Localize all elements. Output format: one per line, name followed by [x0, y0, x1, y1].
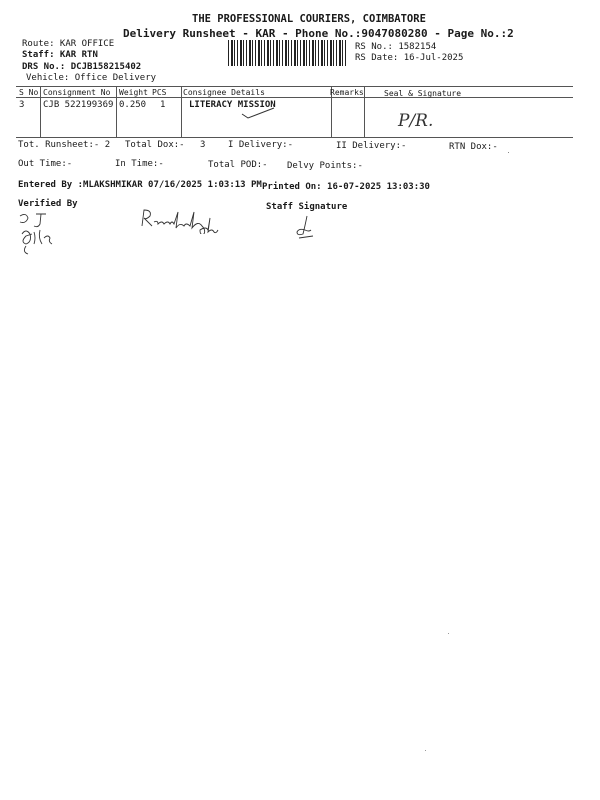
verifier-signature — [16, 210, 56, 256]
verified-by-label: Verified By — [18, 199, 78, 209]
ii-delivery: II Delivery:- — [336, 141, 407, 151]
total-dox-value: 3 — [200, 140, 206, 150]
entered-by: Entered By :MLAKSHMIKAR 07/16/2025 1:03:13 PM — [18, 180, 262, 190]
rs-number: RS No.: 1582154 — [355, 42, 437, 52]
in-time: In Time:- — [115, 159, 164, 169]
staff-label: Staff: KAR RTN — [22, 50, 98, 60]
table-top-border — [16, 86, 573, 87]
column-divider — [181, 86, 182, 137]
company-title: THE PROFESSIONAL COURIERS, COIMBATORE — [192, 13, 426, 25]
header-pcs: PCS — [152, 88, 167, 97]
scan-speck — [448, 633, 449, 634]
drs-number: DRS No.: DCJB158215402 — [22, 62, 142, 72]
cell-sno: 3 — [19, 100, 25, 110]
staff-signature-mark — [293, 214, 317, 242]
rs-date: RS Date: 16-Jul-2025 — [355, 53, 464, 63]
checkmark-icon — [240, 106, 276, 120]
header-consignment: Consignment No — [43, 88, 111, 97]
route-label: Route: KAR OFFICE — [22, 39, 115, 49]
i-delivery: I Delivery:- — [228, 140, 294, 150]
tot-runsheet: Tot. Runsheet:- 2 — [18, 140, 111, 150]
staff-name-signature — [138, 206, 242, 234]
header-seal-signature: Seal & Signature — [384, 89, 462, 98]
cell-consignee: LITERACY MISSION — [189, 100, 276, 110]
barcode-image — [228, 40, 348, 66]
table-header-border — [16, 97, 573, 98]
header-sno: S No — [19, 88, 39, 97]
seal-signature-handwriting: P/R. — [398, 111, 434, 131]
cell-consignment: CJB 522199369 — [43, 100, 114, 110]
total-dox-label: Total Dox:- — [125, 140, 185, 150]
rtn-dox: RTN Dox:- — [449, 142, 498, 152]
column-divider — [40, 86, 41, 137]
scan-speck — [425, 750, 426, 751]
column-divider — [364, 86, 365, 137]
header-remarks: Remarks — [330, 88, 364, 97]
scan-speck — [508, 152, 509, 153]
out-time: Out Time:- — [18, 159, 73, 169]
header-consignee: Consignee Details — [183, 88, 265, 97]
printed-on: Printed On: 16-07-2025 13:03:30 — [262, 182, 430, 192]
cell-weight: 0.250 — [119, 100, 147, 110]
staff-signature-label: Staff Signature — [266, 202, 348, 212]
table-bottom-border — [16, 137, 573, 138]
delvy-points: Delvy Points:- — [287, 161, 363, 171]
cell-pcs: 1 — [160, 100, 166, 110]
vehicle-label: Vehicle: Office Delivery — [26, 73, 157, 83]
header-weight: Weight — [119, 88, 148, 97]
total-pod: Total POD:- — [208, 160, 268, 170]
runsheet-subtitle: Delivery Runsheet - KAR - Phone No.:9047080280 - Page No.:2 — [123, 27, 514, 40]
column-divider — [116, 86, 117, 137]
